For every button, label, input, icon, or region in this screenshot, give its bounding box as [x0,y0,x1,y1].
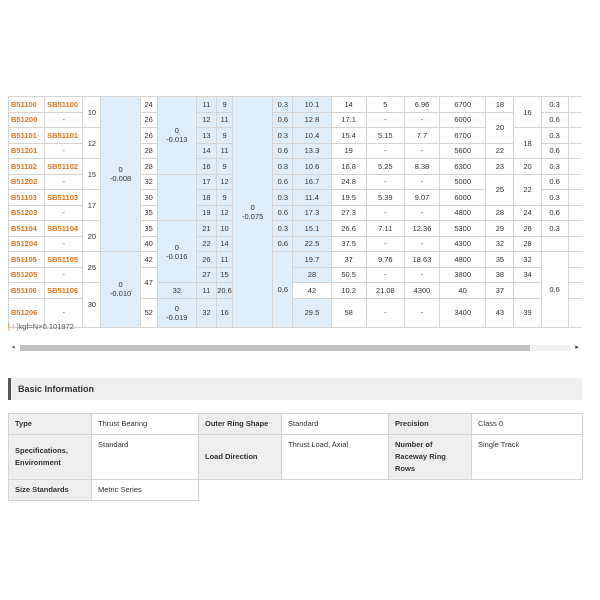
shoulder-da: 23 [486,159,514,175]
info-row [9,414,583,435]
dimension-c1: 9 [216,128,232,144]
spec-table [8,96,582,328]
scroll-right-icon[interactable]: ▸ [575,344,579,351]
part-number-link[interactable]: B51204 [9,236,45,252]
overflow-cell [568,236,582,252]
section-header [8,378,582,400]
horizontal-scrollbar[interactable] [8,342,582,354]
outer-diameter: 24 [140,97,157,113]
static-load: 17.1 [331,112,366,128]
tolerance-upper: 0 [174,126,179,136]
part-number-link[interactable]: B51100 [9,97,45,113]
shoulder-da: 18 [486,97,514,113]
fillet-ra [541,236,568,252]
shoulder-Da: 16 [514,97,541,128]
shoulder-da: 38 [486,267,514,283]
scroll-left-icon[interactable]: ◂ [11,344,15,351]
height: 13 [196,128,216,144]
dynamic-load: 29.5 [293,298,331,327]
dynamic-load: 10.4 [293,128,331,144]
tolerance-lower: -0.013 [166,135,188,145]
height: 17 [196,174,216,190]
overflow-cell [568,298,582,327]
part-number-link[interactable]: B51205 [9,267,45,283]
tolerance-upper: 0 [174,303,179,313]
shoulder-da: 32 [486,236,514,252]
tolerance-upper: 0 [118,280,123,290]
part-number-link[interactable]: SB51101 [45,128,83,144]
height: 12 [196,112,216,128]
dynamic-load: 16.7 [293,174,331,190]
outer-diameter: 26 [140,128,157,144]
dimension-c1: 9 [216,97,232,113]
part-number-link[interactable]: B51103 [9,190,45,206]
overflow-cell [568,112,582,128]
part-number-link[interactable]: B51102 [9,159,45,175]
height: 19 [196,205,216,221]
limiting-speed: 4800 [440,252,486,268]
static-load: 19.5 [331,190,366,206]
chamfer-r: 0.6 [273,174,293,190]
tolerance-lower: -0.008 [109,174,132,183]
bore-tolerance [101,252,140,328]
overflow-cell [568,190,582,206]
outer-diameter: 26 [140,112,157,128]
dimension-c1: 11 [216,143,232,159]
info-value: Single Track [472,435,583,480]
part-number-link[interactable]: SB51106 [45,283,83,299]
dimension-c1: 11 [196,283,216,299]
static-load-2: 12.36 [404,221,439,237]
info-value: Class 0 [472,414,583,435]
static-load-2: 6.96 [404,97,439,113]
dynamic-load-2: 10.2 [331,283,366,299]
shoulder-da: 40 [440,283,486,299]
part-number-link[interactable]: B51202 [9,174,45,190]
empty-cell [389,480,472,501]
limiting-speed: 6000 [440,112,486,128]
basic-info-table [8,413,583,501]
info-row [9,480,583,501]
dimension-c1: 12 [216,205,232,221]
chamfer-r: 0.3 [273,128,293,144]
limiting-speed: 6300 [440,159,486,175]
outer-diameter: 32 [140,174,157,190]
height: 26 [196,252,216,268]
static-load-2: 21.08 [366,283,404,299]
limiting-speed: 4300 [404,283,439,299]
static-load: 27.3 [331,205,366,221]
empty-cell [472,480,583,501]
static-load: 24.8 [331,174,366,190]
overflow-cell [568,221,582,237]
note-marker: [ ! ] [8,322,19,331]
note-text: kgf=N×0.101972 [18,322,74,331]
dynamic-load-2: - [366,174,404,190]
shoulder-Da: 32 [514,252,541,268]
chamfer-r: 0.3 [273,97,293,113]
shoulder-Da: 34 [514,267,541,283]
table-row [9,97,583,113]
fillet-ra: 0.3 [541,190,568,206]
part-number-link[interactable]: B51101 [9,128,45,144]
dynamic-load: 22.5 [293,236,331,252]
shoulder-Da: 20 [514,159,541,175]
part-number-alt: - [45,298,83,327]
fillet-ra: 0.6 [541,143,568,159]
tolerance-upper: 0 [174,242,179,252]
overflow-cell [568,97,582,113]
overflow-cell [568,267,582,283]
dynamic-load-2: 9.76 [366,252,404,268]
static-load: 37.5 [331,236,366,252]
limiting-speed: 6700 [440,128,486,144]
shoulder-da: 22 [486,143,514,159]
dynamic-load-2: - [366,236,404,252]
info-label: Number of Raceway Ring Rows [389,435,472,480]
outer-diameter: 28 [140,159,157,175]
shoulder-da: 35 [486,252,514,268]
shoulder-Da: 37 [486,283,514,299]
table-row [9,221,583,237]
dimension-c1: 11 [216,112,232,128]
tolerance-lower: -0.016 [166,251,188,261]
shoulder-da: 29 [486,221,514,237]
overflow-cell [568,143,582,159]
dynamic-load-2: 5.25 [366,159,404,175]
static-load-2: - [404,298,439,327]
chamfer-r: 0.6 [273,112,293,128]
shoulder-Da: 26 [514,221,541,237]
chamfer-r: 0.6 [273,236,293,252]
part-number-alt: - [45,143,83,159]
height: 16 [196,159,216,175]
static-load: 15.4 [331,128,366,144]
static-load-2: - [404,236,439,252]
fillet-ra: 0.3 [541,221,568,237]
limiting-speed: 3400 [440,298,486,327]
outer-diameter: 35 [140,205,157,221]
outer-diameter: 40 [140,236,157,252]
shoulder-da: 28 [486,205,514,221]
tolerance-lower: -0.010 [109,289,132,299]
dimension-c1: 15 [216,267,232,283]
shoulder-da: 25 [486,174,514,205]
info-row [9,435,583,480]
chamfer-r: 0.3 [273,159,293,175]
bore-tolerance [101,97,140,252]
outer-diameter: 35 [140,221,157,237]
fillet-ra: 0.6 [541,174,568,190]
chamfer-r: 0.3 [273,190,293,206]
bore-diameter: 25 [83,252,101,283]
table-row [9,252,583,268]
dimension-c1: 12 [216,174,232,190]
part-number-link[interactable]: B51104 [9,221,45,237]
static-load: 16.8 [331,159,366,175]
dynamic-load: 12.8 [293,112,331,128]
static-load-2: - [404,174,439,190]
static-load: 19 [331,143,366,159]
limiting-speed: 5300 [440,221,486,237]
fillet-ra: 0.3 [541,128,568,144]
dynamic-load-2: - [366,112,404,128]
height-tolerance [233,97,273,328]
scroll-track[interactable] [20,345,570,351]
static-load: 50.5 [331,267,366,283]
overflow-cell [568,174,582,190]
part-number-alt: - [45,267,83,283]
tolerance-lower: -0.075 [242,211,264,221]
dynamic-load-2: 5.39 [366,190,404,206]
chamfer-r: 0.3 [273,221,293,237]
outer-diameter: 28 [140,143,157,159]
overflow-cell [568,252,582,268]
shoulder-Da: 24 [514,205,541,221]
outer-diameter: 42 [140,252,157,268]
part-number-link[interactable]: B51105 [9,252,45,268]
limiting-speed: 4800 [440,205,486,221]
part-number-link[interactable]: SB51104 [45,221,83,237]
part-number-link[interactable]: SB51100 [45,97,83,113]
dynamic-load: 15.1 [293,221,331,237]
dynamic-load: 11.4 [293,190,331,206]
shoulder-da: 43 [486,298,514,327]
table-row [9,159,583,175]
dynamic-load: 10.6 [293,159,331,175]
info-value: Metric Series [92,480,199,501]
height: 22 [196,236,216,252]
static-load-2: - [404,267,439,283]
part-number-alt: - [45,236,83,252]
part-number-link[interactable]: B51206 [9,298,45,327]
static-load-2: 8.38 [404,159,439,175]
shoulder-da: 20 [486,112,514,143]
static-load-2: - [404,205,439,221]
info-label: Type [9,414,92,435]
static-load-2: 7.7 [404,128,439,144]
spec-table-container [8,96,582,328]
shoulder-Da: 22 [514,174,541,205]
empty-cell [282,480,389,501]
info-label: Load Direction [199,435,282,480]
bore-diameter: 10 [83,97,101,128]
dynamic-load-2: - [366,298,404,327]
info-value: Thrust Load, Axial [282,435,389,480]
outer-diameter: 30 [140,190,157,206]
part-number-alt: - [45,174,83,190]
outer-diameter: 52 [140,298,157,327]
scroll-thumb[interactable] [20,345,530,351]
info-label: Size Standards [9,480,92,501]
static-load: 26.6 [331,221,366,237]
overflow-cell [568,128,582,144]
unit-note [8,322,74,331]
chamfer-r: 0.6 [273,205,293,221]
static-load-2: 18.63 [404,252,439,268]
shoulder-Da: 18 [514,128,541,159]
fillet-ra: 0.6 [541,205,568,221]
tolerance-lower: -0.019 [166,312,188,322]
outer-tolerance [157,97,196,175]
dynamic-load-2: 7.11 [366,221,404,237]
overflow-cell [514,283,541,299]
static-load: 14 [331,97,366,113]
dimension-c1: 16 [216,298,232,327]
info-value: Thrust Bearing [92,414,199,435]
outer-tolerance [157,221,196,283]
bore-diameter: 17 [83,190,101,221]
chamfer-r: 0.6 [273,143,293,159]
height: 18 [196,190,216,206]
bore-diameter: 20 [83,221,101,252]
chamfer-r: 0.6 [273,252,293,328]
tolerance-upper: 0 [250,202,255,212]
height: 32 [157,283,196,299]
part-number-link[interactable]: B51200 [9,112,45,128]
limiting-speed: 6700 [440,97,486,113]
section-title: Basic Information [18,384,95,394]
dimension-c1: 14 [216,236,232,252]
height: 27 [196,267,216,283]
static-load-2: - [404,112,439,128]
bore-diameter: 30 [83,283,101,328]
dynamic-load: 17.3 [293,205,331,221]
limiting-speed: 4300 [440,236,486,252]
static-load-2: - [404,143,439,159]
bore-diameter: 12 [83,128,101,159]
limiting-speed: 6000 [440,190,486,206]
limiting-speed: 3800 [440,267,486,283]
height: 21 [196,221,216,237]
dynamic-load-2: 5.15 [366,128,404,144]
info-label: Specifications, Environment [9,435,92,480]
static-load: 37 [331,252,366,268]
shoulder-Da: 28 [514,236,541,252]
empty-cell [199,480,282,501]
part-number-link[interactable]: B51201 [9,143,45,159]
dynamic-load-2: - [366,143,404,159]
dynamic-load: 19.7 [293,252,331,268]
limiting-speed: 5600 [440,143,486,159]
height: 14 [196,143,216,159]
static-load-2: 9.07 [404,190,439,206]
dynamic-load: 13.3 [293,143,331,159]
dynamic-load: 10.1 [293,97,331,113]
info-value: Standard [282,414,389,435]
dynamic-load: 28 [293,267,331,283]
part-number-link[interactable]: SB51102 [45,159,83,175]
dynamic-load: 20.6 [216,283,232,299]
height: 11 [196,97,216,113]
overflow-cell [568,159,582,175]
tolerance-upper: 0 [118,165,123,174]
overflow-cell [568,205,582,221]
dimension-c1: 10 [216,221,232,237]
static-load: 58 [331,298,366,327]
part-number-link[interactable]: B51106 [9,283,45,299]
dimension-c1: 9 [216,159,232,175]
dynamic-load-2: 5 [366,97,404,113]
dynamic-load-2: - [366,267,404,283]
table-row [9,283,583,299]
part-number-link[interactable]: B51203 [9,205,45,221]
outer-tolerance [157,298,196,327]
part-number-link[interactable]: SB51103 [45,190,83,206]
outer-tolerance [157,174,196,221]
fillet-ra: 0.6 [541,112,568,128]
bore-diameter: 15 [83,159,101,190]
height: 32 [196,298,216,327]
dimension-c1: 9 [216,190,232,206]
fillet-ra: 0.3 [541,159,568,175]
info-label: Precision [389,414,472,435]
fillet-ra: 0.6 [541,252,568,328]
part-number-alt: - [45,112,83,128]
part-number-link[interactable]: SB51105 [45,252,83,268]
static-load: 42 [293,283,331,299]
shoulder-Da: 39 [514,298,541,327]
dimension-c1: 11 [216,252,232,268]
fillet-ra: 0.3 [541,97,568,113]
info-value: Standard [92,435,199,480]
limiting-speed: 5000 [440,174,486,190]
part-number-alt: - [45,205,83,221]
outer-diameter: 47 [140,267,157,298]
dynamic-load-2: - [366,205,404,221]
info-label: Outer Ring Shape [199,414,282,435]
